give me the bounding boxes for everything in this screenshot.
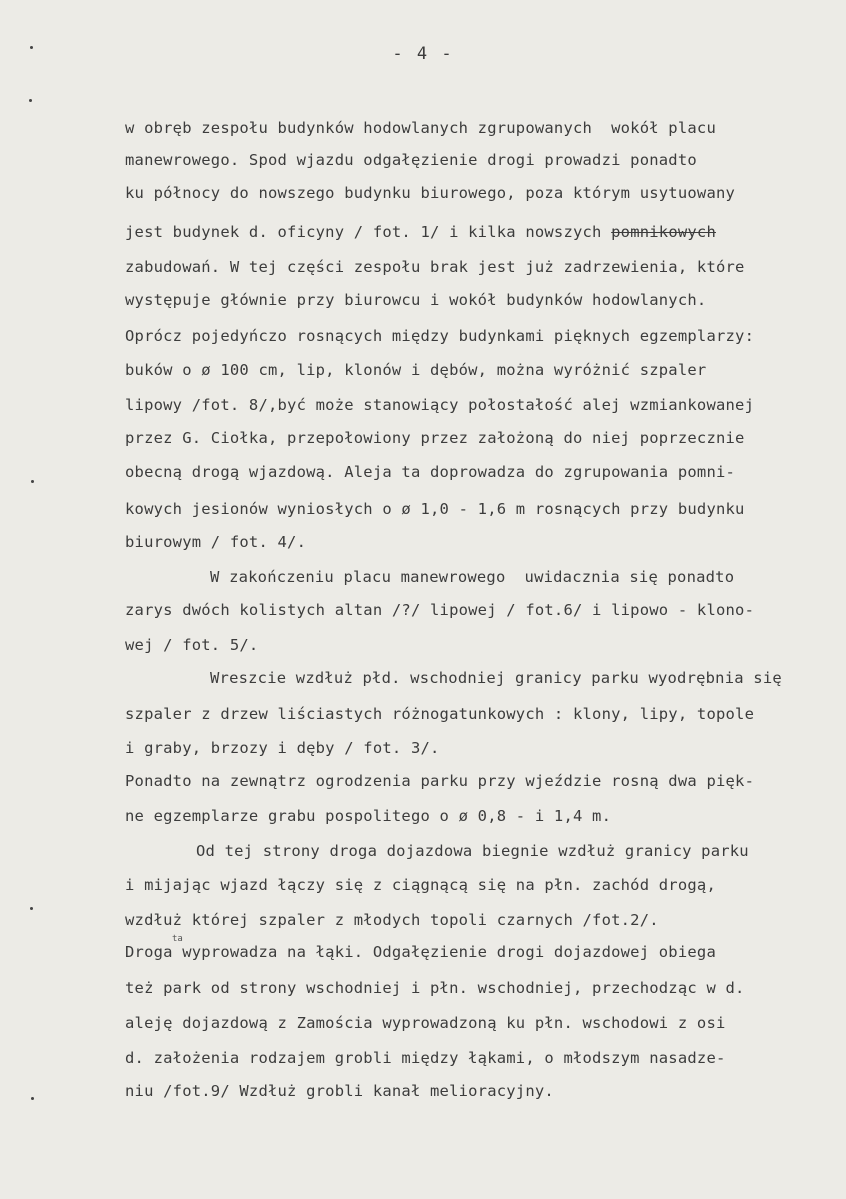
- text-line: też park od strony wschodniej i płn. wschodniej, przechodząc w d.: [125, 979, 745, 997]
- text-line: Wreszcie wzdłuż płd. wschodniej granicy parku wyodrębnia się: [210, 669, 782, 687]
- text-line: Od tej strony droga dojazdowa biegnie wzdłuż granicy parku: [196, 842, 749, 860]
- handwritten-annotation: ta: [172, 934, 183, 944]
- text-line: ku północy do nowszego budynku biurowego, poza którym usytuowany: [125, 184, 736, 202]
- margin-dot: [31, 1097, 34, 1100]
- text-line: przez G. Ciołka, przepołowiony przez założoną do niej poprzecznie: [125, 429, 745, 447]
- text-line: Droga wyprowadza na łąki. Odgałęzienie drogi dojazdowej obiega: [125, 943, 716, 961]
- text-line: ne egzemplarze grabu pospolitego o ø 0,8 - i 1,4 m.: [125, 807, 612, 825]
- text-line: zabudowań. W tej części zespołu brak jest już zadrzewienia, które: [125, 258, 745, 276]
- text-line: Oprócz pojedyńczo rosnących między budynkami pięknych egzemplarzy:: [125, 327, 755, 345]
- struck-word: pomnikowych: [611, 223, 716, 241]
- text-line: szpaler z drzew liściastych różnogatunkowych : klony, lipy, topole: [125, 705, 755, 723]
- text-line: W zakończeniu placu manewrowego uwidacznia się ponadto: [210, 568, 735, 586]
- text-line: Ponadto na zewnątrz ogrodzenia parku przy wjeździe rosną dwa pięk-: [125, 772, 755, 790]
- text-line: i graby, brzozy i dęby / fot. 3/.: [125, 739, 440, 757]
- margin-dot: [29, 99, 32, 102]
- text-line: d. założenia rodzajem grobli między łąkami, o młodszym nasadze-: [125, 1049, 726, 1067]
- text-line: występuje głównie przy biurowcu i wokół budynków hodowlanych.: [125, 291, 707, 309]
- text-line: manewrowego. Spod wjazdu odgałęzienie drogi prowadzi ponadto: [125, 151, 697, 169]
- text-line: zarys dwóch kolistych altan /?/ lipowej / fot.6/ i lipowo - klono-: [125, 601, 755, 619]
- text-segment: jest budynek d. oficyny / fot. 1/ i kilka nowszych: [125, 223, 612, 241]
- text-line-with-strikethrough: [125, 222, 716, 242]
- text-line: lipowy /fot. 8/,być może stanowiący połostałość alej wzmiankowanej: [125, 396, 755, 414]
- margin-dot: [31, 480, 34, 483]
- text-line: kowych jesionów wyniosłych o ø 1,0 - 1,6 m rosnących przy budynku: [125, 500, 745, 518]
- text-line: w obręb zespołu budynków hodowlanych zgrupowanych wokół placu: [125, 119, 716, 137]
- text-line: biurowym / fot. 4/.: [125, 533, 307, 551]
- text-line: i mijając wjazd łączy się z ciągnącą się na płn. zachód drogą,: [125, 876, 716, 894]
- text-line: obecną drogą wjazdową. Aleja ta doprowadza do zgrupowania pomni-: [125, 463, 736, 481]
- text-line: wzdłuż której szpaler z młodych topoli czarnych /fot.2/.: [125, 911, 659, 929]
- text-line: aleję dojazdową z Zamościa wyprowadzoną ku płn. wschodowi z osi: [125, 1014, 726, 1032]
- text-line: niu /fot.9/ Wzdłuż grobli kanał melioracyjny.: [125, 1082, 554, 1100]
- page-number: - 4 -: [392, 44, 454, 64]
- margin-dot: [30, 46, 33, 49]
- text-line: wej / fot. 5/.: [125, 636, 259, 654]
- margin-dot: [30, 907, 33, 910]
- text-line: buków o ø 100 cm, lip, klonów i dębów, można wyróżnić szpaler: [125, 361, 707, 379]
